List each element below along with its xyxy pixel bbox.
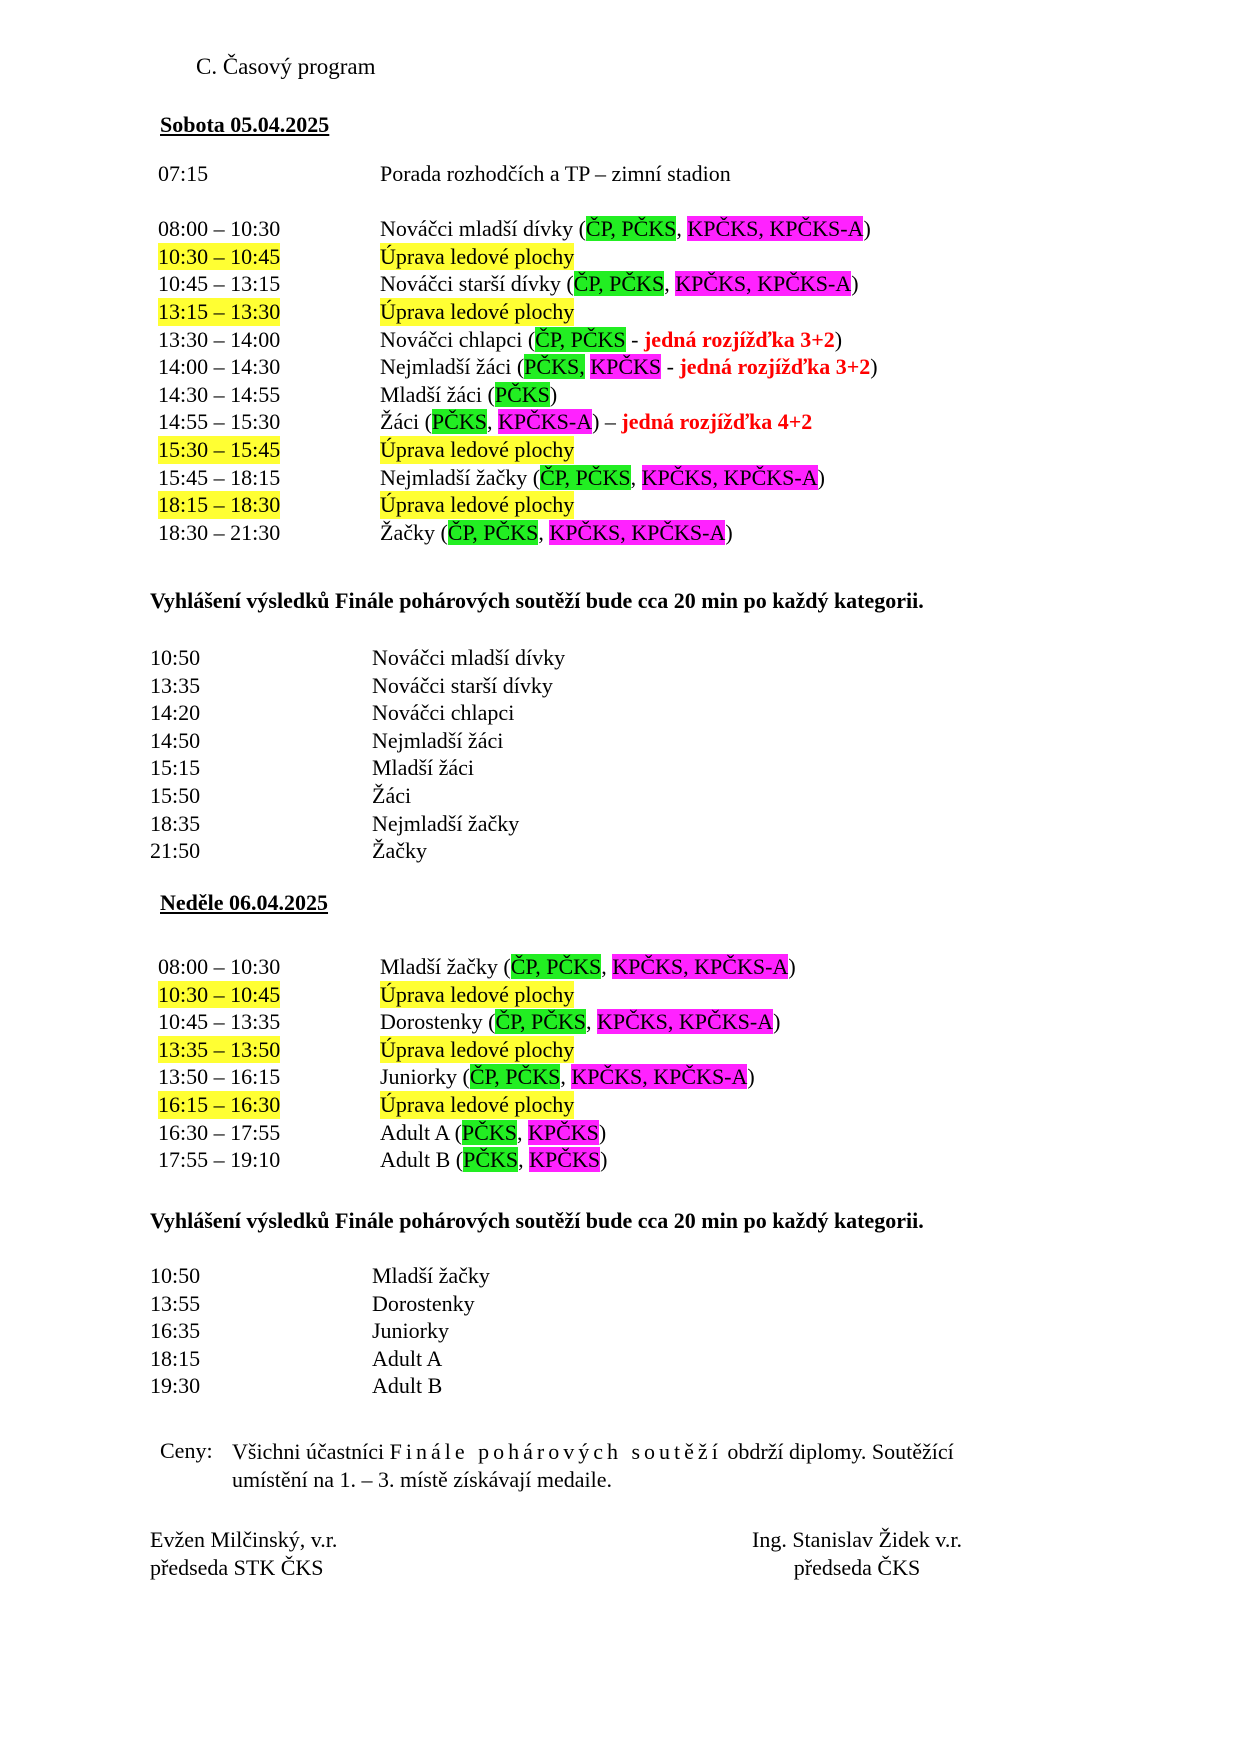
activity-text: Adult A ( — [380, 1119, 462, 1145]
competition-tag: PČKS, — [524, 354, 585, 380]
activity-text: , — [586, 1009, 597, 1035]
activity-text: ) – — [592, 409, 622, 435]
schedule-time: 16:15 – 16:30 — [158, 1091, 281, 1117]
award-time: 18:35 — [150, 810, 201, 836]
schedule-activity — [380, 1119, 606, 1147]
schedule-time: 14:30 – 14:55 — [158, 381, 281, 407]
award-category: Žačky — [372, 838, 427, 864]
signature-left — [150, 1526, 337, 1582]
competition-tag: PČKS — [463, 1147, 519, 1173]
prizes-line-1 — [232, 1438, 1052, 1466]
schedule-time: 10:45 – 13:35 — [158, 1009, 281, 1035]
activity-text: - — [661, 354, 680, 380]
schedule-activity — [380, 353, 878, 381]
award-category: Juniorky — [372, 1318, 449, 1344]
schedule-activity — [380, 1146, 607, 1174]
schedule-activity — [380, 243, 574, 271]
competition-tag: KPČKS, KPČKS-A — [571, 1064, 748, 1090]
award-category: Žáci — [372, 782, 412, 808]
competition-tag: KPČKS — [527, 1119, 599, 1145]
signature-right — [752, 1526, 962, 1582]
activity-text: Nováčci chlapci ( — [380, 326, 536, 352]
sunday-title: Neděle 06.04.2025 — [160, 890, 329, 915]
award-time: 21:50 — [150, 838, 201, 864]
schedule-time: 14:00 – 14:30 — [158, 354, 281, 380]
award-category: Mladší žačky — [372, 1263, 490, 1288]
schedule-time: 18:15 – 18:30 — [158, 492, 281, 518]
schedule-time: 10:45 – 13:15 — [158, 271, 281, 297]
award-time: 16:35 — [150, 1318, 201, 1344]
award-time: 10:50 — [150, 1263, 201, 1288]
competition-tag: ČP, PČKS — [469, 1064, 561, 1090]
schedule-activity — [380, 160, 731, 188]
prizes-text-b: Finále pohárových soutěží — [389, 1439, 722, 1464]
signature-left-role: předseda STK ČKS — [150, 1555, 324, 1580]
schedule-activity — [380, 326, 842, 354]
competition-tag: ČP, PČKS — [540, 464, 631, 490]
schedule-activity — [380, 270, 859, 298]
activity-text: Žáci ( — [380, 409, 432, 435]
activity-text: Nováčci starší dívky ( — [380, 271, 574, 297]
schedule-time: 15:45 – 18:15 — [158, 464, 281, 490]
award-category: Adult A — [372, 1345, 443, 1371]
activity-text: ) — [788, 954, 796, 979]
activity-text: , — [664, 271, 676, 297]
schedule-time: 13:35 – 13:50 — [158, 1036, 281, 1062]
activity-text: Nováčci mladší dívky ( — [380, 216, 586, 242]
activity-text: Nejmladší žáci ( — [380, 354, 525, 380]
activity-text: ) — [773, 1009, 781, 1035]
schedule-activity — [380, 215, 871, 243]
activity-text: Mladší žáci ( — [380, 381, 495, 407]
competition-tag: KPČKS — [529, 1147, 601, 1173]
schedule-activity — [380, 408, 812, 436]
competition-tag: KPČKS-A — [497, 409, 593, 435]
schedule-time: 15:30 – 15:45 — [158, 436, 281, 462]
activity-text: , — [630, 464, 642, 490]
award-category: Adult B — [372, 1373, 443, 1399]
prizes-text-c: obdrží diplomy. Soutěžící — [721, 1439, 954, 1464]
activity-text: Úprava ledové plochy — [380, 436, 575, 462]
activity-text: Mladší žačky ( — [380, 954, 511, 979]
schedule-time: 08:00 – 10:30 — [158, 954, 281, 979]
competition-tag: ČP, PČKS — [447, 519, 539, 545]
award-category: Nejmladší žačky — [372, 810, 520, 836]
schedule-activity — [380, 1008, 780, 1036]
schedule-activity — [380, 1091, 574, 1119]
award-category: Dorostenky — [372, 1290, 475, 1316]
award-time: 13:55 — [150, 1290, 201, 1316]
activity-text: , — [516, 1119, 528, 1145]
award-time: 18:15 — [150, 1345, 201, 1371]
schedule-time: 08:00 – 10:30 — [158, 216, 281, 242]
activity-text: , — [601, 954, 613, 979]
schedule-time: 10:30 – 10:45 — [158, 243, 281, 269]
activity-text: ) — [834, 326, 843, 352]
schedule-activity — [380, 298, 574, 326]
competition-tag: KPČKS, KPČKS-A — [641, 464, 818, 490]
competition-tag: ČP, PČKS — [573, 271, 665, 297]
activity-text: ) — [817, 464, 825, 490]
activity-text: Dorostenky ( — [380, 1009, 496, 1035]
schedule-activity — [380, 981, 574, 1009]
activity-text: Úprava ledové plochy — [380, 492, 575, 518]
award-time: 14:50 — [150, 727, 201, 753]
heat-note: jedná rozjížďka 4+2 — [621, 409, 813, 435]
schedule-activity — [380, 1036, 574, 1064]
award-category: Nejmladší žáci — [372, 727, 504, 753]
schedule-time: 13:15 – 13:30 — [158, 298, 281, 324]
schedule-time: 07:15 — [158, 161, 209, 186]
competition-tag: ČP, PČKS — [535, 326, 626, 352]
schedule-time: 10:30 – 10:45 — [158, 981, 281, 1007]
schedule-time: 18:30 – 21:30 — [158, 519, 281, 545]
competition-tag: KPČKS — [590, 354, 662, 380]
prizes-line-2: umístění na 1. – 3. místě získávají medaile. — [232, 1467, 613, 1492]
activity-text: ) — [870, 354, 878, 380]
activity-text: , — [676, 216, 688, 242]
activity-text: ) — [863, 216, 871, 242]
schedule-time: 17:55 – 19:10 — [158, 1147, 281, 1173]
schedule-time: 13:50 – 16:15 — [158, 1064, 281, 1090]
award-category: Nováčci starší dívky — [372, 672, 553, 698]
activity-text: ) — [549, 381, 558, 407]
activity-text: ) — [747, 1064, 755, 1090]
section-heading: C. Časový program — [196, 54, 376, 79]
schedule-activity — [380, 464, 825, 492]
award-time: 10:50 — [150, 645, 201, 670]
schedule-time: 16:30 – 17:55 — [158, 1119, 281, 1145]
activity-text: Úprava ledové plochy — [380, 981, 575, 1007]
competition-tag: KPČKS, KPČKS-A — [549, 519, 726, 545]
award-time: 15:50 — [150, 782, 201, 808]
signature-right-name: Ing. Stanislav Židek v.r. — [752, 1527, 962, 1552]
saturday-title: Sobota 05.04.2025 — [160, 112, 330, 137]
schedule-activity — [380, 381, 557, 409]
schedule-activity — [380, 519, 733, 547]
schedule-activity — [380, 436, 574, 464]
award-category: Nováčci chlapci — [372, 700, 515, 726]
schedule-time: 13:30 – 14:00 — [158, 326, 281, 352]
award-time: 13:35 — [150, 672, 201, 698]
heat-note: jedná rozjížďka 3+2 — [679, 354, 871, 380]
competition-tag: ČP, PČKS — [495, 1009, 586, 1035]
saturday-announcement: Vyhlášení výsledků Finále pohárových soutěží bude cca 20 min po každý kategorii. — [150, 588, 924, 613]
activity-text: - — [625, 326, 644, 352]
activity-text: , — [518, 1147, 530, 1173]
award-time: 14:20 — [150, 700, 201, 726]
signature-left-name: Evžen Milčinský, v.r. — [150, 1527, 338, 1552]
competition-tag: ČP, PČKS — [510, 954, 602, 979]
competition-tag: KPČKS, KPČKS-A — [687, 216, 864, 242]
activity-text: ) — [725, 519, 733, 545]
activity-text: Úprava ledové plochy — [380, 243, 575, 269]
activity-text: Úprava ledové plochy — [380, 1091, 575, 1117]
schedule-activity — [380, 953, 796, 981]
sunday-announcement: Vyhlášení výsledků Finále pohárových soutěží bude cca 20 min po každý kategorii. — [150, 1208, 924, 1233]
signature-right-role: předseda ČKS — [793, 1555, 921, 1580]
award-time: 15:15 — [150, 755, 201, 781]
prizes-text — [232, 1438, 1052, 1494]
activity-text: Úprava ledové plochy — [380, 298, 575, 324]
activity-text: , — [538, 519, 550, 545]
activity-text: Porada rozhodčích a TP – zimní stadion — [380, 161, 731, 186]
competition-tag: PČKS — [494, 381, 550, 407]
activity-text: Žačky ( — [380, 519, 448, 545]
activity-text: ) — [600, 1147, 608, 1173]
prizes-text-a: Všichni účastníci — [232, 1439, 390, 1464]
activity-text: Adult B ( — [380, 1147, 464, 1173]
award-time: 19:30 — [150, 1373, 201, 1399]
activity-text: ) — [851, 271, 859, 297]
activity-text: , — [486, 409, 498, 435]
activity-text: , — [560, 1064, 572, 1090]
competition-tag: KPČKS, KPČKS-A — [675, 271, 852, 297]
award-category: Nováčci mladší dívky — [372, 645, 566, 670]
schedule-activity — [380, 491, 574, 519]
schedule-time: 14:55 – 15:30 — [158, 409, 281, 435]
schedule-activity — [380, 1063, 755, 1091]
activity-text: Úprava ledové plochy — [380, 1036, 575, 1062]
activity-text: ) — [598, 1119, 607, 1145]
competition-tag: KPČKS, KPČKS-A — [612, 954, 789, 979]
competition-tag: PČKS — [431, 409, 487, 435]
activity-text: Nejmladší žačky ( — [380, 464, 541, 490]
activity-text: Juniorky ( — [380, 1064, 470, 1090]
prizes-label: Ceny: — [160, 1438, 213, 1463]
competition-tag: KPČKS, KPČKS-A — [597, 1009, 774, 1035]
competition-tag: ČP, PČKS — [585, 216, 677, 242]
heat-note: jedná rozjížďka 3+2 — [643, 326, 835, 352]
award-category: Mladší žáci — [372, 755, 475, 781]
competition-tag: PČKS — [461, 1119, 517, 1145]
